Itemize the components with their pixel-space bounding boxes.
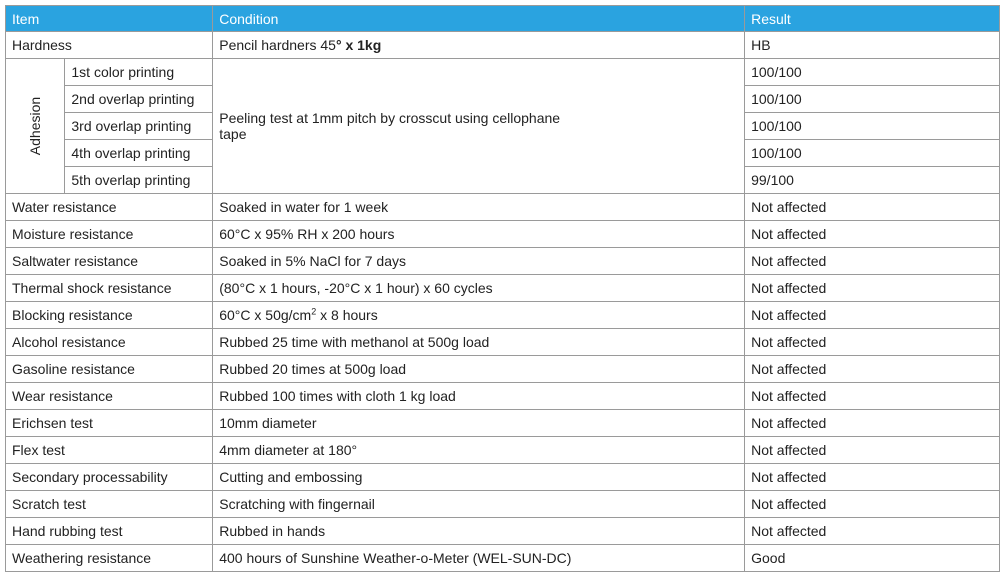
result-cell: Not affected <box>745 221 1000 248</box>
table-row <box>6 329 1000 356</box>
table-row <box>6 545 1000 572</box>
item-cell: Gasoline resistance <box>6 356 213 383</box>
table-row <box>6 248 1000 275</box>
result-cell: 99/100 <box>745 167 1000 194</box>
table-row-adhesion-1 <box>6 59 1000 86</box>
item-cell: Hand rubbing test <box>6 518 213 545</box>
table-row <box>6 275 1000 302</box>
condition-cell: Soaked in 5% NaCl for 7 days <box>213 248 745 275</box>
result-cell: Not affected <box>745 464 1000 491</box>
table-row <box>6 383 1000 410</box>
condition-text-after: x 8 hours <box>316 307 378 323</box>
spec-table-container <box>5 5 1000 572</box>
result-cell: Not affected <box>745 302 1000 329</box>
condition-cell: Soaked in water for 1 week <box>213 194 745 221</box>
condition-cell <box>213 32 745 59</box>
result-cell: Good <box>745 545 1000 572</box>
adhesion-group-label <box>6 59 65 194</box>
condition-cell: (80°C x 1 hours, -20°C x 1 hour) x 60 cycles <box>213 275 745 302</box>
item-cell: Hardness <box>6 32 213 59</box>
item-cell: Weathering resistance <box>6 545 213 572</box>
item-cell: 2nd overlap printing <box>65 86 213 113</box>
adhesion-label: Adhesion <box>27 96 44 156</box>
condition-cell: Cutting and embossing <box>213 464 745 491</box>
item-cell: Blocking resistance <box>6 302 213 329</box>
result-cell: Not affected <box>745 275 1000 302</box>
result-cell: 100/100 <box>745 113 1000 140</box>
item-cell: Moisture resistance <box>6 221 213 248</box>
result-cell: Not affected <box>745 491 1000 518</box>
result-cell: Not affected <box>745 518 1000 545</box>
condition-text: Pencil hardners 45 <box>219 37 336 53</box>
item-cell: 4th overlap printing <box>65 140 213 167</box>
test-results-table <box>5 5 1000 572</box>
item-cell: 3rd overlap printing <box>65 113 213 140</box>
condition-text: 60°C x 50g/cm <box>219 307 312 323</box>
table-row <box>6 221 1000 248</box>
result-cell: Not affected <box>745 437 1000 464</box>
table-row-hardness <box>6 32 1000 59</box>
result-cell: Not affected <box>745 329 1000 356</box>
table-row <box>6 518 1000 545</box>
condition-cell: 4mm diameter at 180° <box>213 437 745 464</box>
result-cell: HB <box>745 32 1000 59</box>
item-cell: Alcohol resistance <box>6 329 213 356</box>
adhesion-condition-cell: Peeling test at 1mm pitch by crosscut using cellophane tape <box>213 59 745 194</box>
condition-cell: Rubbed in hands <box>213 518 745 545</box>
item-cell: Water resistance <box>6 194 213 221</box>
item-cell: Flex test <box>6 437 213 464</box>
item-cell: Scratch test <box>6 491 213 518</box>
table-row <box>6 410 1000 437</box>
item-cell: Secondary processability <box>6 464 213 491</box>
result-cell: Not affected <box>745 383 1000 410</box>
table-row <box>6 356 1000 383</box>
table-row <box>6 302 1000 329</box>
result-cell: 100/100 <box>745 140 1000 167</box>
table-row <box>6 464 1000 491</box>
condition-bold-text: ° x 1kg <box>335 37 382 53</box>
condition-cell: 400 hours of Sunshine Weather-o-Meter (WEL-SUN-DC) <box>213 545 745 572</box>
table-row <box>6 194 1000 221</box>
item-cell: Wear resistance <box>6 383 213 410</box>
item-cell: Saltwater resistance <box>6 248 213 275</box>
header-condition: Condition <box>213 6 745 32</box>
condition-cell: Scratching with fingernail <box>213 491 745 518</box>
item-cell: 1st color printing <box>65 59 213 86</box>
condition-cell: 10mm diameter <box>213 410 745 437</box>
superscript: 2 <box>311 306 317 317</box>
item-cell: Thermal shock resistance <box>6 275 213 302</box>
result-cell: Not affected <box>745 248 1000 275</box>
condition-cell <box>213 302 745 329</box>
item-cell: Erichsen test <box>6 410 213 437</box>
table-row <box>6 491 1000 518</box>
result-cell: Not affected <box>745 356 1000 383</box>
condition-cell: Rubbed 25 time with methanol at 500g load <box>213 329 745 356</box>
item-cell: 5th overlap printing <box>65 167 213 194</box>
result-cell: Not affected <box>745 410 1000 437</box>
condition-cell: 60°C x 95% RH x 200 hours <box>213 221 745 248</box>
header-item: Item <box>6 6 213 32</box>
result-cell: 100/100 <box>745 86 1000 113</box>
condition-cell: Rubbed 100 times with cloth 1 kg load <box>213 383 745 410</box>
condition-cell: Rubbed 20 times at 500g load <box>213 356 745 383</box>
header-row <box>6 6 1000 32</box>
result-cell: 100/100 <box>745 59 1000 86</box>
header-result: Result <box>745 6 1000 32</box>
table-row <box>6 437 1000 464</box>
result-cell: Not affected <box>745 194 1000 221</box>
